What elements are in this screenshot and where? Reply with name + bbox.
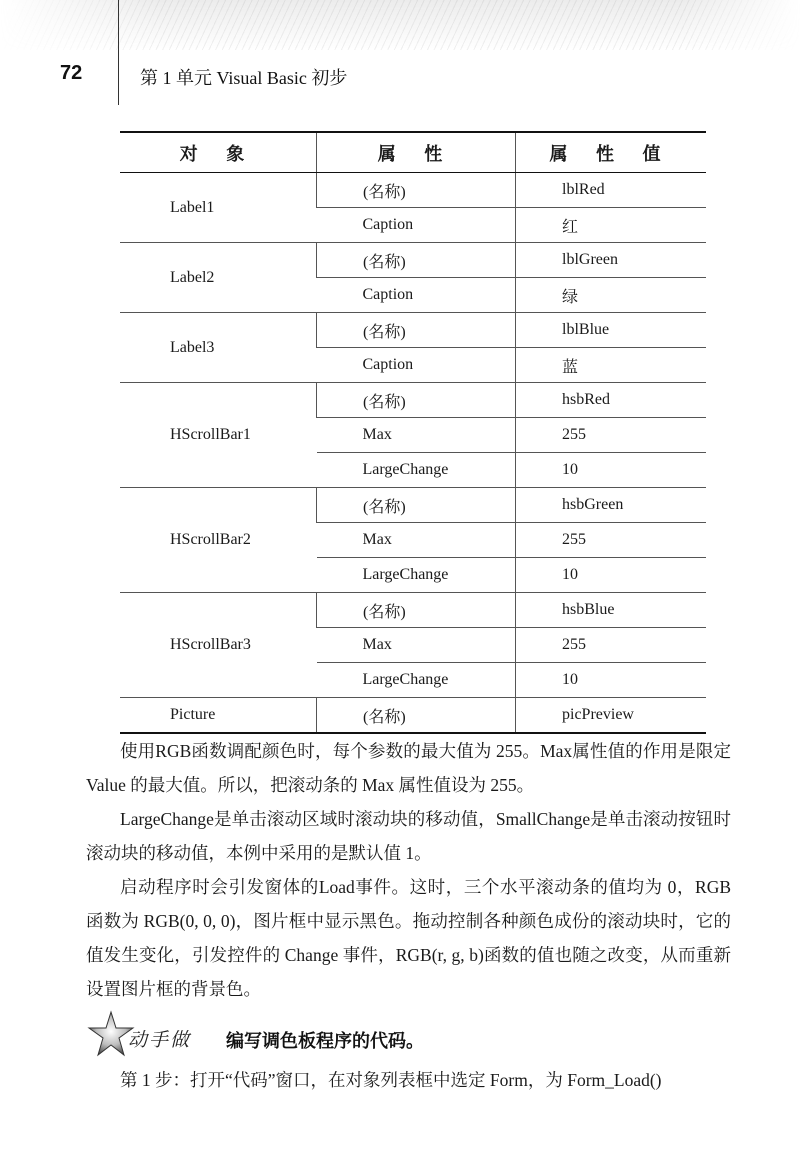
- value-cell: lblGreen: [516, 243, 707, 278]
- object-cell: Label1: [120, 173, 317, 243]
- property-cell: (名称): [317, 593, 516, 628]
- table-row: [120, 698, 706, 734]
- paragraph: 启动程序时会引发窗体的Load事件。这时，三个水平滚动条的值均为 0，RGB 函数为 RGB(0, 0, 0)，图片框中显示黑色。拖动控制各种颜色成份的滚动块时，它的值发生变化，引发控件的 Change 事件，RGB(r, g, b)函数的值也随之改变，从而重新设置图片框的背景色。: [86, 877, 731, 999]
- value-cell: 255: [516, 628, 707, 663]
- property-cell: Max: [317, 628, 516, 663]
- header-divider: [118, 0, 119, 105]
- value-cell: 10: [516, 453, 707, 488]
- property-cell: Caption: [317, 348, 516, 383]
- page-number: 72: [60, 62, 83, 84]
- property-cell: (名称): [317, 173, 516, 208]
- handson-section: [86, 1010, 731, 1060]
- paragraph: 使用RGB函数调配颜色时，每个参数的最大值为 255。Max属性值的作用是限定 Value 的最大值。所以，把滚动条的 Max 属性值设为 255。: [86, 741, 731, 795]
- object-cell: Label2: [120, 243, 317, 313]
- property-cell: (名称): [317, 488, 516, 523]
- object-cell: HScrollBar3: [120, 593, 317, 698]
- value-cell: hsbGreen: [516, 488, 707, 523]
- decorative-header-texture: [0, 0, 800, 50]
- table-row: [120, 243, 706, 278]
- table-row: [120, 173, 706, 208]
- table-header-row: [120, 132, 706, 173]
- value-cell: hsbRed: [516, 383, 707, 418]
- paragraph: LargeChange是单击滚动区域时滚动块的移动值，SmallChange是单击滚动按钮时滚动块的移动值，本例中采用的是默认值 1。: [86, 809, 731, 863]
- handson-label: 动手做: [128, 1030, 192, 1051]
- property-cell: Max: [317, 523, 516, 558]
- property-cell: LargeChange: [317, 663, 516, 698]
- value-cell: lblBlue: [516, 313, 707, 348]
- table-row: [120, 313, 706, 348]
- value-cell: 10: [516, 663, 707, 698]
- property-cell: Caption: [317, 208, 516, 243]
- value-cell: 红: [516, 208, 707, 243]
- value-cell: 255: [516, 418, 707, 453]
- value-cell: 10: [516, 558, 707, 593]
- header-value: 属 性 值: [516, 132, 707, 173]
- property-cell: (名称): [317, 243, 516, 278]
- property-cell: Max: [317, 418, 516, 453]
- value-cell: lblRed: [516, 173, 707, 208]
- value-cell: picPreview: [516, 698, 707, 734]
- value-cell: 绿: [516, 278, 707, 313]
- property-cell: LargeChange: [317, 453, 516, 488]
- value-cell: 蓝: [516, 348, 707, 383]
- body-text: [86, 734, 731, 1006]
- table-row: [120, 488, 706, 523]
- table-body: [120, 173, 706, 734]
- property-table: [120, 131, 706, 734]
- property-cell: LargeChange: [317, 558, 516, 593]
- running-head: 第 1 单元 Visual Basic 初步: [140, 68, 348, 88]
- header-property: 属 性: [317, 132, 516, 173]
- header-object: 对 象: [120, 132, 317, 173]
- table-row: [120, 593, 706, 628]
- handson-title: 编写调色板程序的代码。: [226, 1031, 424, 1051]
- value-cell: hsbBlue: [516, 593, 707, 628]
- property-cell: (名称): [317, 383, 516, 418]
- object-cell: Label3: [120, 313, 317, 383]
- object-cell: Picture: [120, 698, 317, 734]
- property-cell: (名称): [317, 698, 516, 734]
- table-row: [120, 383, 706, 418]
- property-cell: Caption: [317, 278, 516, 313]
- step-1-text: 第 1 步：打开“代码”窗口，在对象列表框中选定 Form，为 Form_Load(): [120, 1070, 662, 1090]
- property-cell: (名称): [317, 313, 516, 348]
- value-cell: 255: [516, 523, 707, 558]
- object-cell: HScrollBar2: [120, 488, 317, 593]
- object-cell: HScrollBar1: [120, 383, 317, 488]
